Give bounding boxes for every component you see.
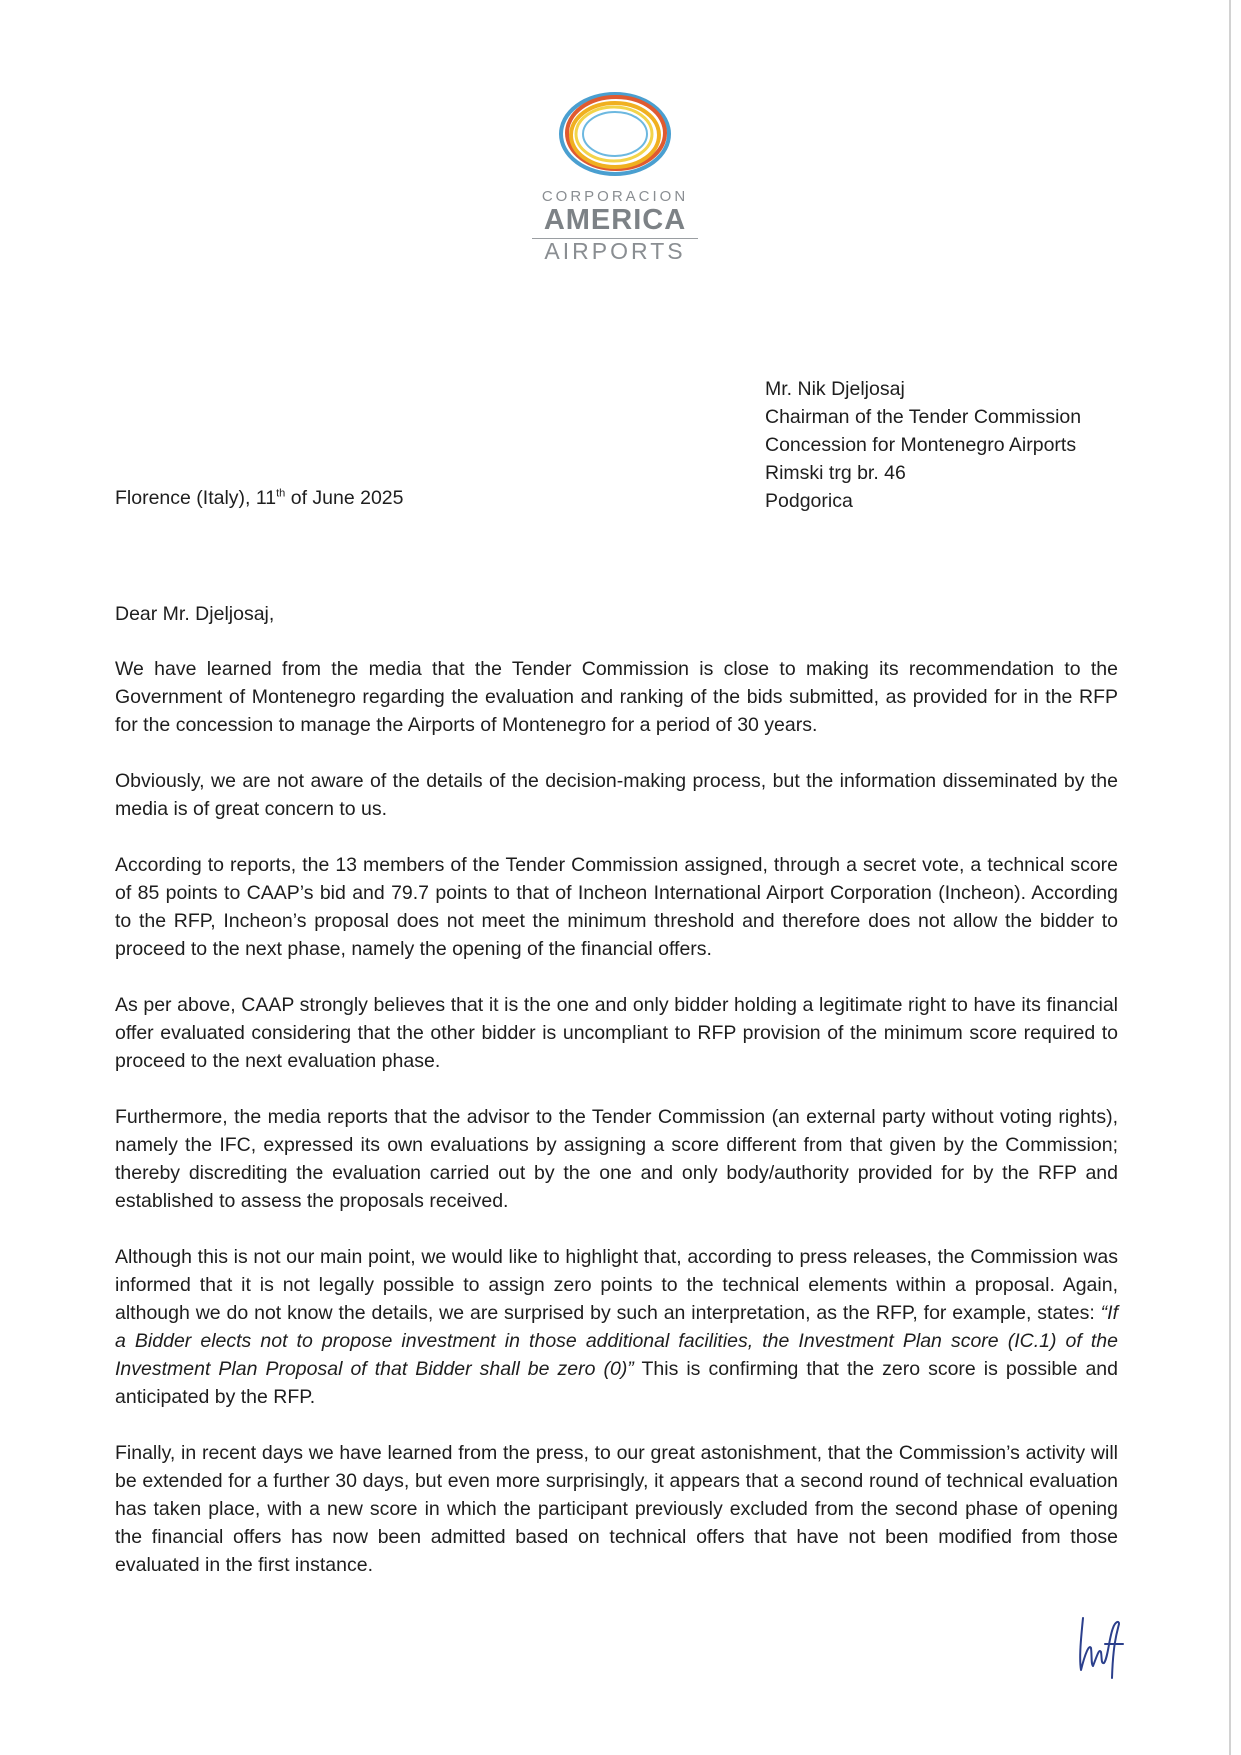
paragraph-3: According to reports, the 13 members of the Tender Commission assigned, through a secret vote, a technical score of 85 points to CAAP’s bid and 79.7 points to that of Incheon International Airport Corporation (Incheon). According to the RFP, Incheon’s proposal does not meet the minimum threshold and therefore does not allow the bidder to proceed to the next phase, namely the opening of the financial offers. (115, 854, 1118, 960)
date-rest: of June 2025 (285, 487, 404, 509)
letter-date (115, 487, 404, 510)
recipient-org: Concession for Montenegro Airports (765, 434, 1077, 456)
logo-text-corporacion: CORPORACION (541, 188, 689, 205)
date-ordinal: th (276, 487, 286, 500)
paragraph-1: We have learned from the media that the Tender Commission is close to making its recommendation to the Government of Montenegro regarding the evaluation and ranking of the bids submitted, as provided for in the RFP for the concession to manage the Airports of Montenegro for a period of 30 years. (115, 658, 1118, 736)
rfp-quote: “If a Bidder elects not to propose investment in those additional facilities, the Investment Plan score (IC.1) of the Investment Plan Proposal of that Bidder shall be zero (0)” (115, 1302, 1118, 1380)
paragraph-6 (115, 1243, 1118, 1411)
paragraph-2: Obviously, we are not aware of the details of the decision-making process, but the information disseminated by the media is of great concern to us. (115, 770, 1118, 820)
paragraph-4: As per above, CAAP strongly believes that it is the one and only bidder holding a legitimate right to have its financial offer evaluated considering that the other bidder is uncompliant to RFP provision of the minimum score required to proceed to the next evaluation phase. (115, 994, 1118, 1072)
recipient-address (765, 375, 1081, 515)
paragraph-6-end: This is confirming that the zero score is possible and anticipated by the RFP. (115, 1358, 1118, 1408)
signature-initials (1075, 1608, 1125, 1680)
recipient-title: Chairman of the Tender Commission (765, 406, 1082, 428)
recipient-name: Mr. Nik Djeljosaj (765, 378, 905, 400)
salutation: Dear Mr. Djeljosaj, (115, 603, 275, 625)
recipient-street: Rimski trg br. 46 (765, 462, 906, 484)
date-prefix: Florence (Italy), 11 (115, 487, 277, 509)
logo-text-america: AMERICA (543, 204, 687, 236)
logo-text-airports: AIRPORTS (544, 238, 686, 264)
paragraph-7: Finally, in recent days we have learned from the press, to our great astonishment, that the Commission’s activity will be extended for a further 30 days, but even more surprisingly, it appears that a second round of technical evaluation has taken place, with a new score in which the participant previously excluded from the second phase of opening the financial offers has now been admitted based on technical offers that have not been modified from those evaluated in the first instance. (115, 1442, 1118, 1576)
rings-logo-icon (555, 88, 675, 184)
paragraph-6-start: Although this is not our main point, we would like to highlight that, according to press releases, the Commission was informed that it is not legally possible to assign zero points to the technical elements within a proposal. Again, although we do not know the details, we are surprised by such an interpretation, as the RFP, for example, states: (115, 1246, 1118, 1324)
company-logo (520, 88, 710, 264)
recipient-city: Podgorica (765, 490, 853, 512)
paragraph-5: Furthermore, the media reports that the advisor to the Tender Commission (an external party without voting rights), namely the IFC, expressed its own evaluations by assigning a score different from that given by the Commission; thereby discrediting the evaluation carried out by the one and only body/authority provided for by the RFP and established to assess the proposals received. (115, 1106, 1118, 1212)
page-edge-rule (1229, 0, 1231, 1755)
